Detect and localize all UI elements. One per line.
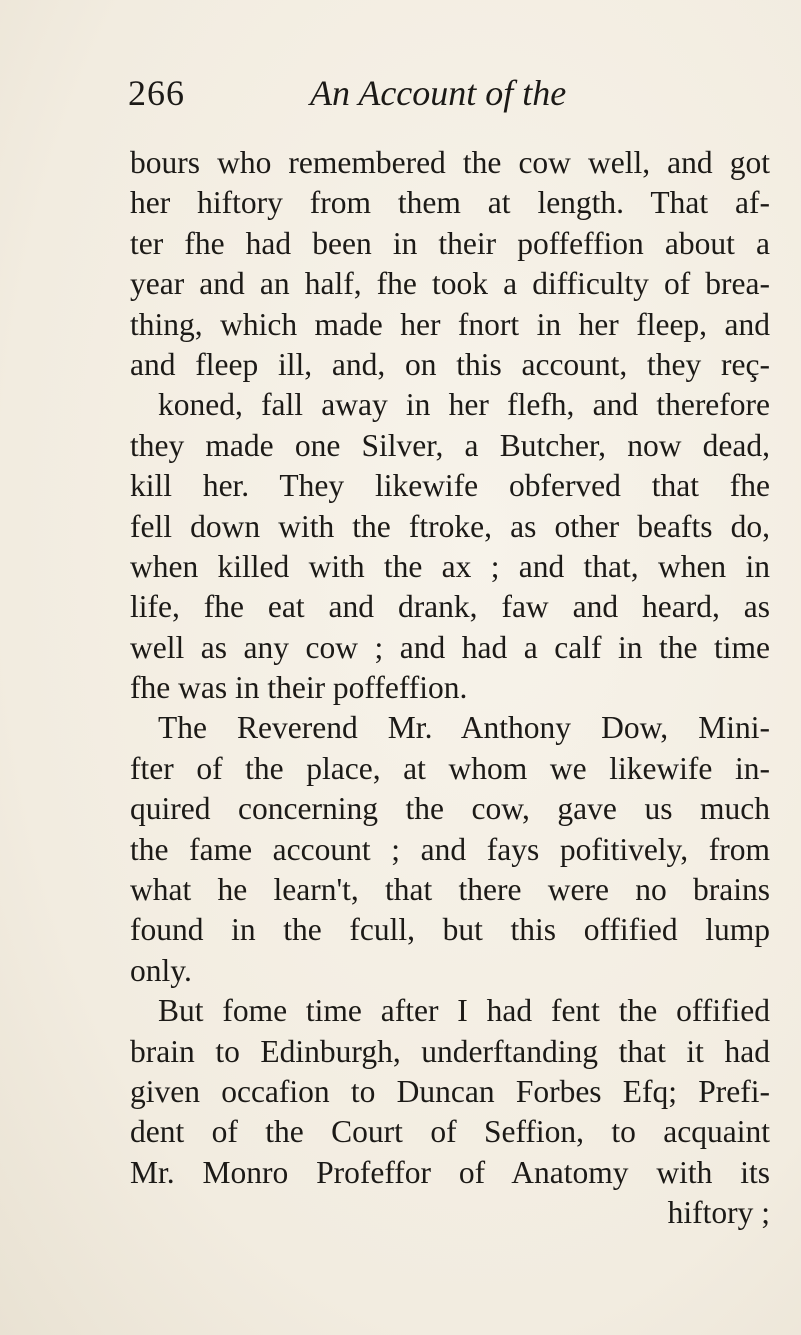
page-header <box>128 72 688 122</box>
page-number: 266 <box>128 73 185 113</box>
text-line: only. <box>130 952 192 988</box>
text-line: year and an half, fhe took a difficulty of brea- <box>130 266 770 302</box>
text-line: koned, fall away in her flefh, and therefore <box>158 387 770 423</box>
body-text <box>130 143 770 1234</box>
text-line: well as any cow ; and had a calf in the time <box>130 629 770 665</box>
text-line: ter fhe had been in their poffeffion about a <box>130 225 770 261</box>
text-line: The Reverend Mr. Anthony Dow, Mini- <box>158 710 770 746</box>
text-line: fter of the place, at whom we likewife in- <box>130 750 770 786</box>
text-line: given occafion to Duncan Forbes Efq; Prefi- <box>130 1073 770 1109</box>
text-line: bours who remembered the cow well, and got <box>130 145 770 180</box>
text-line: and fleep ill, and, on this account, they reç- <box>130 346 770 382</box>
text-line: brain to Edinburgh, underftanding that it had <box>130 1033 770 1069</box>
text-line: they made one Silver, a Butcher, now dead, <box>130 427 770 463</box>
running-head: An Account of the <box>310 73 567 113</box>
text-line: her hiftory from them at length. That af- <box>130 185 770 221</box>
text-line: dent of the Court of Seffion, to acquaint <box>130 1114 770 1150</box>
text-line: fell down with the ftroke, as other beafts do, <box>130 508 770 544</box>
text-line: fhe was in their poffeffion. <box>130 670 468 706</box>
text-line: found in the fcull, but this offified lump <box>130 912 770 948</box>
text-line: But fome time after I had fent the offified <box>158 993 770 1029</box>
text-line: when killed with the ax ; and that, when in <box>130 548 770 584</box>
text-line: the fame account ; and fays pofitively, from <box>130 831 770 867</box>
text-line: what he learn't, that there were no brains <box>130 872 770 908</box>
text-line: life, fhe eat and drank, faw and heard, as <box>130 589 770 625</box>
text-line: thing, which made her fnort in her fleep, and <box>130 306 770 342</box>
text-line: kill her. They likewife obferved that fhe <box>130 468 770 504</box>
text-line: quired concerning the cow, gave us much <box>130 791 770 827</box>
text-line: Mr. Monro Profeffor of Anatomy with its <box>130 1154 770 1190</box>
text-line: hiftory ; <box>667 1195 770 1231</box>
